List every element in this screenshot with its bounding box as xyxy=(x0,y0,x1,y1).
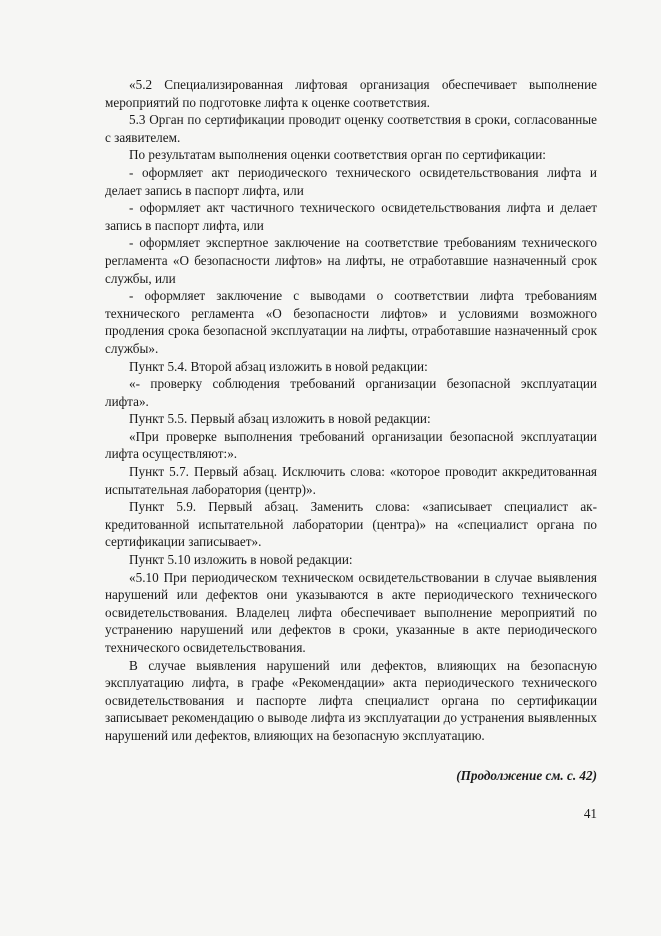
paragraph: По результатам выполнения оценки соответствия орган по сертификации: xyxy=(129,147,546,163)
paragraph: 5.3 Орган по сертификации проводит оценку соответствия в сроки, согласованные с заявителем. xyxy=(105,112,597,145)
paragraph: Пункт 5.10 изложить в новой редакции: xyxy=(129,552,353,568)
paragraph: - оформляет заключение с выводами о соответствии лифта требованиям технического регламента «О безопасности лифтов» и условиями возможного продления срока безопасной эксплуатации на лифты, отработавшие назначенный срок службы». xyxy=(105,288,597,356)
body-text xyxy=(105,76,597,745)
paragraph: В случае выявления нарушений или дефектов, влияющих на безопасную эксплуатацию лифта, в графе «Рекомендации» акта периодического технического освидетельствования и паспорте лифта специалист органа по сертификации записывает рекомендацию о выводе лифта из эксплуатации до устранения выявленных нарушений или дефектов, влияющих на безопасную эксплуатацию. xyxy=(105,657,597,743)
paragraph: - оформляет акт периодического технического освидетельствования лифта и делает запись в паспорт лифта, или xyxy=(105,164,597,198)
page-number: 41 xyxy=(583,806,597,821)
paragraph: - оформляет экспертное заключение на соответствие требованиям технического регламента «О безопасности лифтов» на лифты, не отработавшие назначенный срок службы, или xyxy=(105,235,597,286)
paragraph: «5.2 Специализированная лифтовая организация обеспечивает выполнение мероприятий по подготовке лифта к оценке соответствия. xyxy=(105,77,597,110)
paragraph: «При проверке выполнения требований организации безопасной эксплуатации лифта осуществляют:». xyxy=(105,428,597,462)
paragraph: Пункт 5.5. Первый абзац изложить в новой редакции: xyxy=(129,411,431,427)
continuation-note: (Продолжение см. с. 42) xyxy=(456,768,597,783)
paragraph: - оформляет акт частичного технического освидетельствования лифта и делает запись в паспорт лифта, или xyxy=(105,200,597,233)
paragraph: Пункт 5.4. Второй абзац изложить в новой редакции: xyxy=(129,358,428,374)
paragraph: «5.10 При периодическом техническом освидетельствовании в случае выявления нарушений или дефектов они указываются в акте периодического технического освидетельствования. Владелец лифта обеспечивает выполнение мероприятий по устранению нарушений или дефектов в сроки, указанные в акте периодического технического освидетельствования. xyxy=(105,569,597,655)
paragraph: «- проверку соблюдения требований организации безопасной эксплуатации лифта». xyxy=(105,376,597,409)
paragraph: Пункт 5.9. Первый абзац. Заменить слова: «записывает специалист аккредитованной испытательной лаборатории (центра)» на «специалист органа по сертификации записывает». xyxy=(105,499,597,550)
paragraph: Пункт 5.7. Первый абзац. Исключить слова: «которое проводит аккредитованная испытательная лаборатория (центр)». xyxy=(105,464,597,497)
